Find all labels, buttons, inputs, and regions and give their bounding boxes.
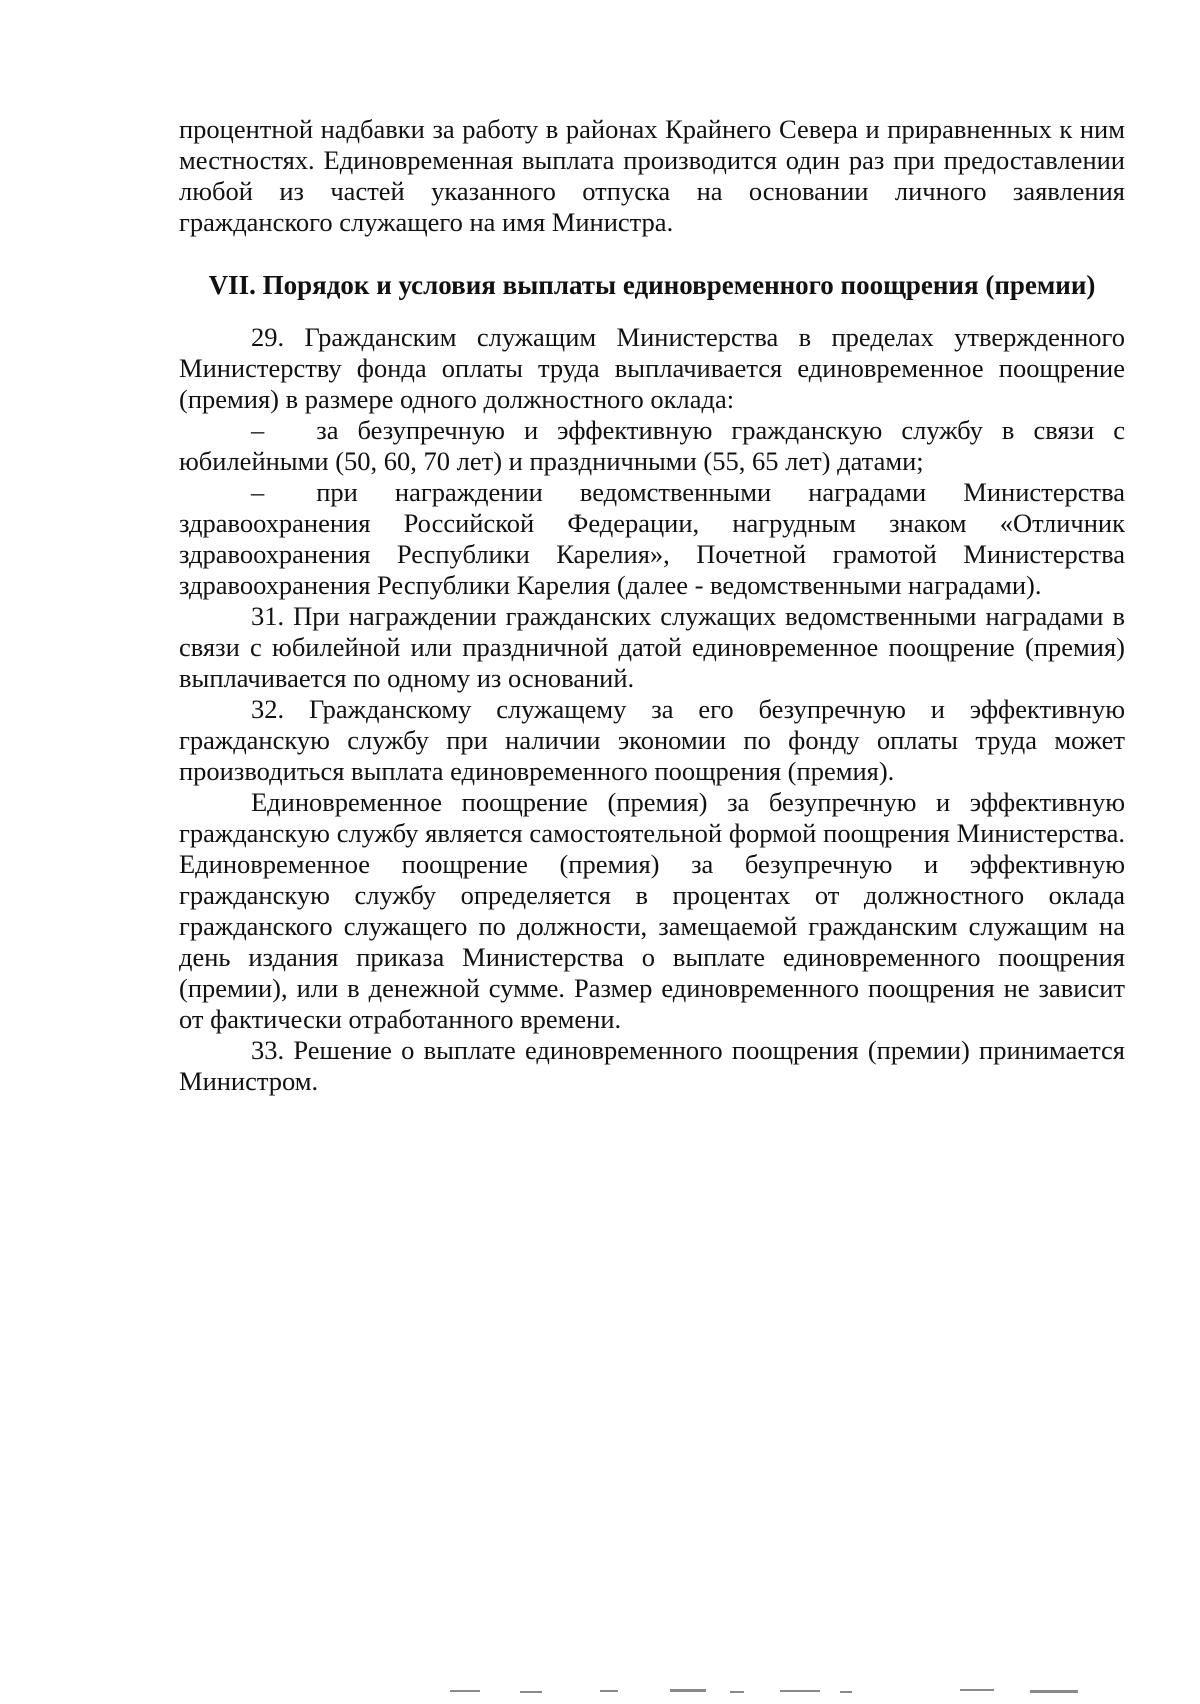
- dash-marker: –: [251, 477, 265, 507]
- list-item-jubilee-text: за безупречную и эффективную гражданскую службу в связи с юбилейными (50, 60, 70 лет) и праздничными (55, 65 лет) датами;: [179, 415, 1125, 476]
- paragraph-31: 31. При награждении гражданских служащих ведомственными наградами в связи с юбилейной или праздничной датой единовременное поощрение (премия) выплачивается по одному из оснований.: [179, 601, 1125, 693]
- list-item-jubilee: [179, 415, 1125, 477]
- paragraph-29: 29. Гражданским служащим Министерства в пределах утвержденного Министерству фонда оплаты труда выплачивается единовременное поощрение (премия) в размере одного должностного оклада:: [179, 322, 1125, 414]
- section-heading: VII. Порядок и условия выплаты единовременного поощрения (премии): [208, 270, 1096, 300]
- opening-paragraph: процентной надбавки за работу в районах Крайнего Севера и приравненных к ним местностях. Единовременная выплата производится один раз при предоставлении любой из частей указанного отпуска на основании личного заявления гражданского служащего на имя Министра.: [179, 114, 1125, 237]
- scan-edge-artifacts: [0, 1680, 1200, 1700]
- paragraph-33: 33. Решение о выплате единовременного поощрения (премии) принимается Министром.: [179, 1035, 1125, 1096]
- paragraph-32: 32. Гражданскому служащему за его безупречную и эффективную гражданскую службу при наличии экономии по фонду оплаты труда может производиться выплата единовременного поощрения (премия).: [179, 694, 1125, 786]
- paragraph-32-continued: Единовременное поощрение (премия) за безупречную и эффективную гражданскую службу является самостоятельной формой поощрения Министерства. Единовременное поощрение (премия) за безупречную и эффективную гражданскую службу определяется в процентах от должностного оклада гражданского служащего по должности, замещаемой гражданским служащим на день издания приказа Министерства о выплате единовременного поощрения (премии), или в денежной сумме. Размер единовременного поощрения не зависит от фактически отработанного времени.: [179, 787, 1125, 1034]
- list-item-awards-text: при награждении ведомственными наградами Министерства здравоохранения Российской Федерации, нагрудным знаком «Отличник здравоохранения Республики Карелия», Почетной грамотой Министерства здравоохранения Республики Карелия (далее - ведомственными наградами).: [179, 477, 1125, 600]
- document-body: [179, 114, 1125, 1097]
- dash-marker: –: [251, 415, 265, 445]
- list-item-awards: [179, 477, 1125, 601]
